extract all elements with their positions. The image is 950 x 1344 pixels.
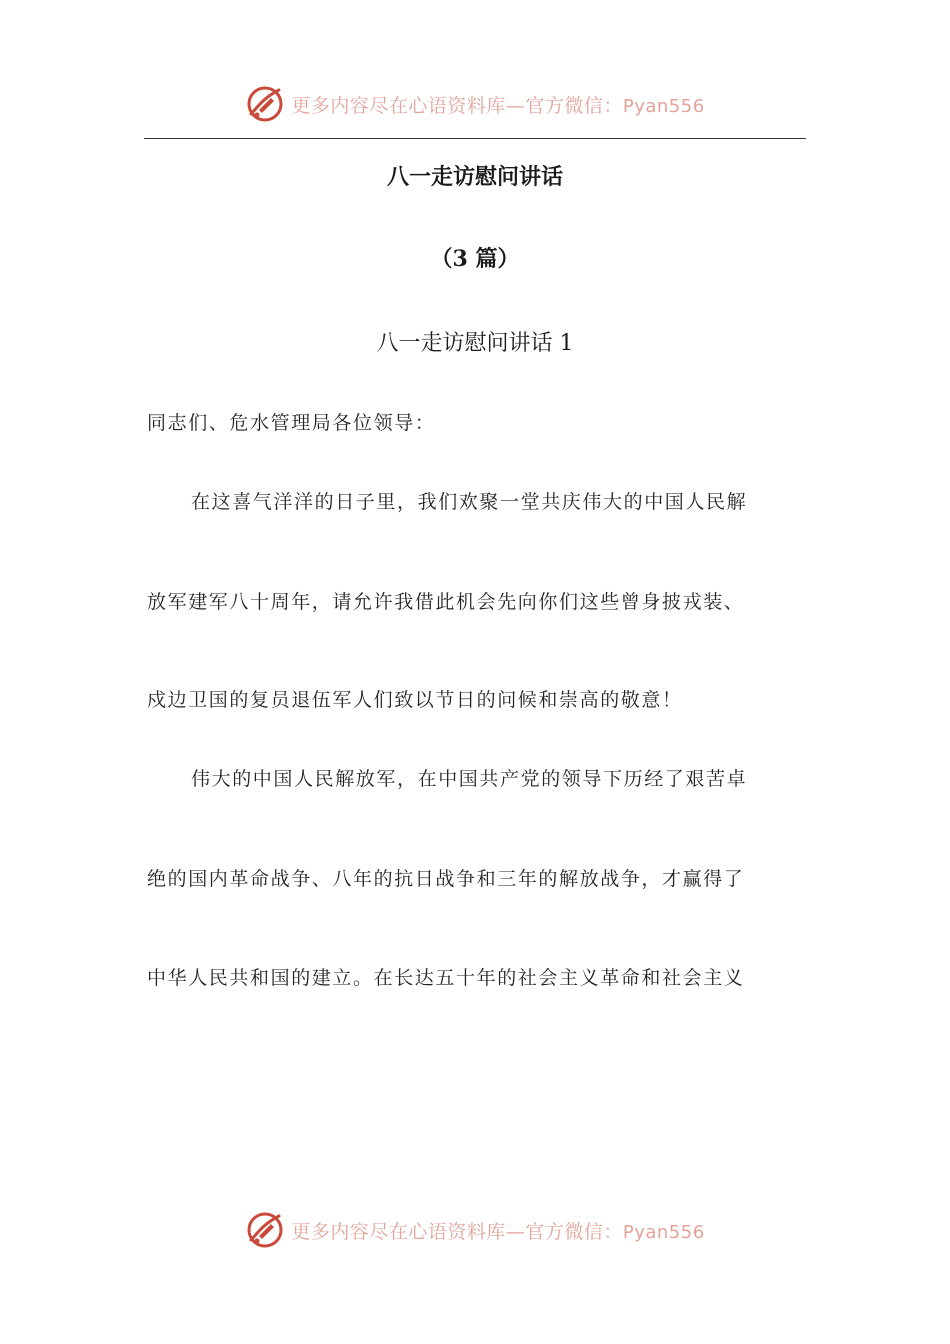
banner-text [291,1217,704,1244]
pen-logo-icon [245,84,285,124]
banner-text [291,91,704,118]
salutation: 同志们、危水管理局各位领导： [147,412,436,434]
body-line: 放军建军八十周年，请允许我借此机会先向你们这些曾身披戎装、 [147,591,745,613]
body-line: 在这喜气洋洋的日子里，我们欢聚一堂共庆伟大的中国人民解 [191,491,748,513]
body-line: 绝的国内革命战争、八年的抗日战争和三年的解放战争，才赢得了 [147,868,745,890]
body-line: 戍边卫国的复员退伍军人们致以节日的问候和崇高的敬意！ [147,689,683,711]
banner-wechat-id: Pyan556 [622,1221,705,1243]
banner-wechat-id: Pyan556 [622,95,705,117]
document-subtitle: （3 篇） [430,246,520,272]
header-divider [144,138,806,139]
body-line: 中华人民共和国的建立。在长达五十年的社会主义革命和社会主义 [147,967,745,989]
document-title: 八一走访慰问讲话 [386,164,563,190]
section-title: 八一走访慰问讲话 1 [376,331,574,356]
body-line: 伟大的中国人民解放军，在中国共产党的领导下历经了艰苦卓 [191,768,748,790]
banner-label: 更多内容尽在心语资料库—官方微信： [291,1220,623,1243]
banner-label: 更多内容尽在心语资料库—官方微信： [291,94,623,117]
header-banner [0,82,950,126]
pen-logo-icon [245,1210,285,1250]
footer-banner [0,1208,950,1252]
